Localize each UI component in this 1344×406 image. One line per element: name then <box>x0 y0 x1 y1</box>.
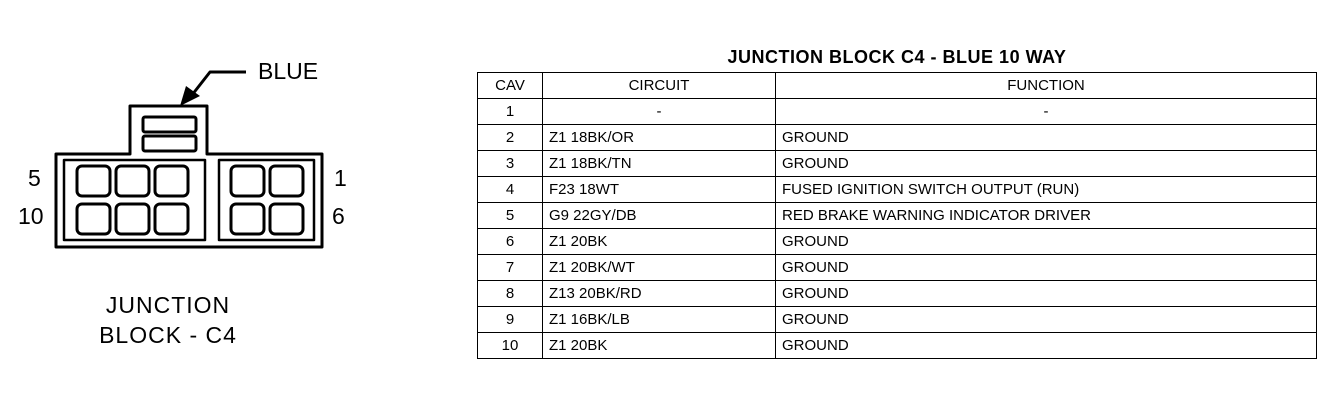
pin-label-top-right: 1 <box>334 165 347 191</box>
cavity-6 <box>270 204 303 234</box>
connector-inner-outline-right <box>219 160 314 240</box>
table-row <box>478 229 1317 255</box>
cell-circuit: Z1 20BK <box>543 229 776 255</box>
table-row <box>478 177 1317 203</box>
color-leader-line <box>192 72 246 95</box>
cell-circuit: Z1 20BK/WT <box>543 255 776 281</box>
table-row <box>478 333 1317 359</box>
connector-name-line2: BLOCK - C4 <box>99 322 237 348</box>
table-header-row <box>478 73 1317 99</box>
cavity-3 <box>155 166 188 196</box>
cell-cav: 1 <box>478 99 543 125</box>
header-function: FUNCTION <box>776 73 1317 99</box>
latch-slot-bottom <box>143 136 196 151</box>
cell-function: GROUND <box>776 125 1317 151</box>
table-row <box>478 307 1317 333</box>
cell-circuit: Z1 18BK/OR <box>543 125 776 151</box>
table-row <box>478 151 1317 177</box>
cavity-2 <box>231 166 264 196</box>
table-row <box>478 125 1317 151</box>
cell-function: FUSED IGNITION SWITCH OUTPUT (RUN) <box>776 177 1317 203</box>
cavity-8 <box>155 204 188 234</box>
connector-name-line1: JUNCTION <box>105 292 231 318</box>
cell-cav: 7 <box>478 255 543 281</box>
cell-cav: 2 <box>478 125 543 151</box>
cell-circuit: - <box>543 99 776 125</box>
pin-label-top-left: 5 <box>28 165 41 191</box>
cell-cav: 9 <box>478 307 543 333</box>
table-title: JUNCTION BLOCK C4 - BLUE 10 WAY <box>727 47 1067 67</box>
cell-function: - <box>776 99 1317 125</box>
cavity-5 <box>77 166 110 196</box>
cavity-1 <box>270 166 303 196</box>
cell-cav: 5 <box>478 203 543 229</box>
pinout-table <box>477 72 1317 359</box>
cell-circuit: Z1 18BK/TN <box>543 151 776 177</box>
cell-circuit: F23 18WT <box>543 177 776 203</box>
cell-function: GROUND <box>776 151 1317 177</box>
table-row <box>478 99 1317 125</box>
cell-cav: 6 <box>478 229 543 255</box>
cell-function: GROUND <box>776 255 1317 281</box>
cell-cav: 3 <box>478 151 543 177</box>
cavity-9 <box>116 204 149 234</box>
cell-cav: 8 <box>478 281 543 307</box>
cell-function: RED BRAKE WARNING INDICATOR DRIVER <box>776 203 1317 229</box>
table-row <box>478 255 1317 281</box>
cavity-10 <box>77 204 110 234</box>
cell-circuit: Z13 20BK/RD <box>543 281 776 307</box>
cell-function: GROUND <box>776 333 1317 359</box>
cell-circuit: Z1 20BK <box>543 333 776 359</box>
header-cav: CAV <box>478 73 543 99</box>
connector-color-label: BLUE <box>258 58 319 84</box>
cell-function: GROUND <box>776 229 1317 255</box>
cell-cav: 10 <box>478 333 543 359</box>
cavity-4 <box>116 166 149 196</box>
cavity-7 <box>231 204 264 234</box>
cell-circuit: G9 22GY/DB <box>543 203 776 229</box>
cell-function: GROUND <box>776 281 1317 307</box>
table-row <box>478 203 1317 229</box>
pin-label-bottom-left: 10 <box>18 203 44 229</box>
cell-circuit: Z1 16BK/LB <box>543 307 776 333</box>
pin-label-bottom-right: 6 <box>332 203 345 229</box>
cell-function: GROUND <box>776 307 1317 333</box>
cell-cav: 4 <box>478 177 543 203</box>
latch-slot-top <box>143 117 196 132</box>
header-circuit: CIRCUIT <box>543 73 776 99</box>
table-row <box>478 281 1317 307</box>
connector-inner-outline <box>64 160 205 240</box>
